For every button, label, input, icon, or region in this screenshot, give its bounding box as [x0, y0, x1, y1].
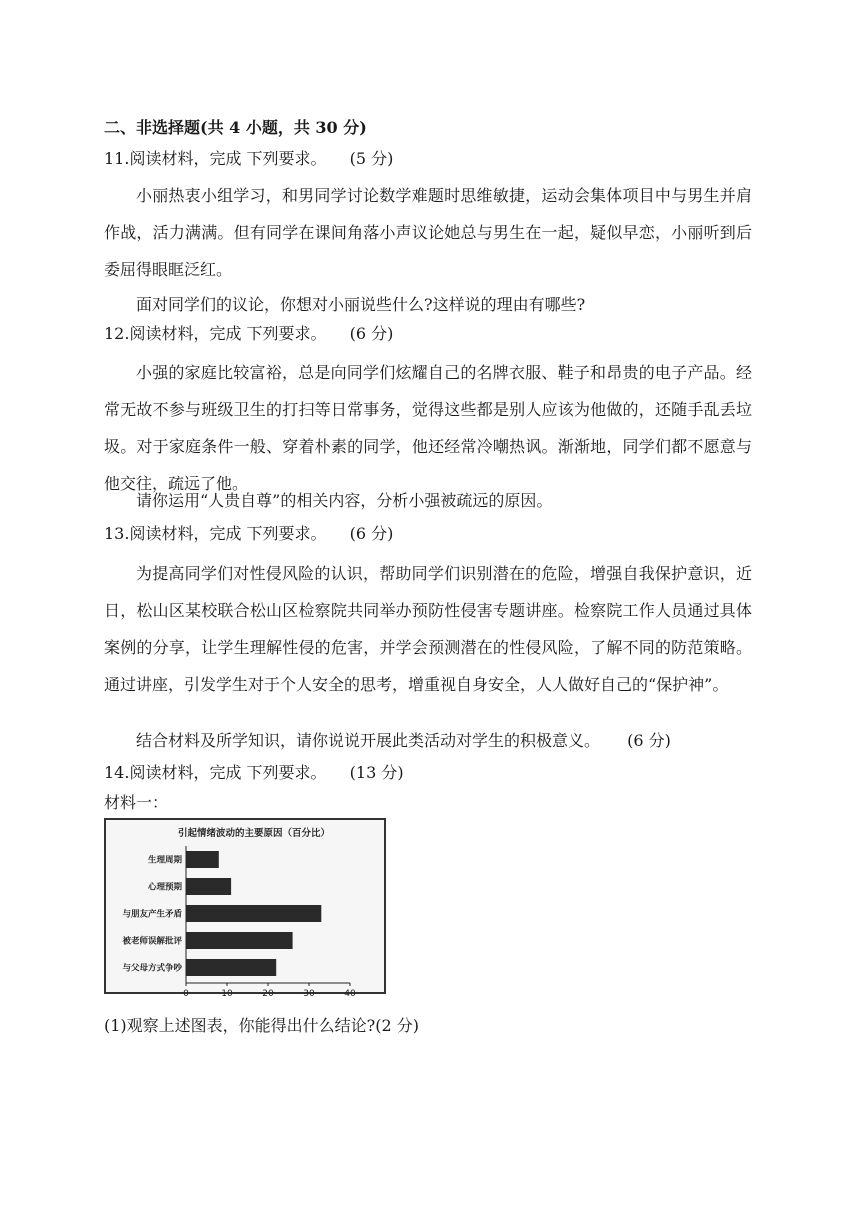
q11-score: (5 分): [349, 149, 394, 168]
q14-header: [104, 762, 404, 784]
q14-sub1: (1)观察上述图表，你能得出什么结论?(2 分): [104, 1016, 419, 1035]
q11-question: 面对同学们的议论，你想对小丽说些什么?这样说的理由有哪些?: [136, 295, 586, 314]
q11-header-text: 11.阅读材料，完成 下列要求。: [104, 149, 327, 168]
q13-question-text: 结合材料及所学知识，请你说说开展此类活动对学生的积极意义。: [136, 731, 601, 750]
x-tick-label: 0: [183, 989, 189, 999]
category-label: 与朋友产生矛盾: [122, 909, 182, 920]
category-label: 与父母方式争吵: [122, 963, 182, 974]
bar: [186, 905, 321, 922]
q13-question-score: (6 分): [627, 731, 671, 750]
q14-header-text: 14.阅读材料，完成 下列要求。: [104, 763, 327, 782]
q12-material: 小强的家庭比较富裕，总是向同学们炫耀自己的名牌衣服、鞋子和昂贵的电子产品。经常无故不参与班级卫生的打扫等日常事务，觉得这些都是别人应该为他做的，还随手乱丢垃圾。对于家庭条件一般、穿着朴素的同学，他还经常冷嘲热讽。渐渐地，同学们都不愿意与他交往，疏远了他。: [104, 363, 752, 493]
bar-chart: [104, 818, 386, 999]
category-label: 生理周期: [147, 855, 182, 866]
x-tick-label: 40: [344, 989, 356, 999]
category-label: 被老师误解批评: [122, 936, 182, 947]
bar: [186, 851, 219, 868]
q12-question: 请你运用“人贵自尊”的相关内容，分析小强被疏远的原因。: [136, 491, 553, 510]
q13-material: 为提高同学们对性侵风险的认识，帮助同学们识别潜在的危险，增强自我保护意识，近日，松山区某校联合松山区检察院共同举办预防性侵害专题讲座。检察院工作人员通过具体案例的分享，让学生理解性侵的危害，并学会预测潜在的性侵风险，了解不同的防范策略。通过讲座，引发学生对于个人安全的思考，增重视自身安全，人人做好自己的“保护神”。: [104, 564, 752, 694]
x-tick-label: 10: [221, 989, 233, 999]
category-label: 心理预期: [147, 882, 182, 893]
q13-header: [104, 523, 393, 545]
q13-header-text: 13.阅读材料，完成 下列要求。: [104, 524, 327, 543]
q12-header: [104, 323, 393, 345]
x-tick-label: 20: [262, 989, 274, 999]
x-tick-label: 30: [303, 989, 315, 999]
bar: [186, 959, 276, 976]
section-title: 二、非选择题(共 4 小题，共 30 分): [104, 118, 367, 137]
bar: [186, 878, 231, 895]
bar-chart-svg: [106, 820, 384, 999]
q12-header-text: 12.阅读材料，完成 下列要求。: [104, 324, 327, 343]
q12-score: (6 分): [349, 324, 394, 343]
q11-material: 小丽热衷小组学习，和男同学讨论数学难题时思维敏捷，运动会集体项目中与男生并肩作战，活力满满。但有同学在课间角落小声议论她总与男生在一起，疑似早恋，小丽听到后委屈得眼眶泛红。: [104, 186, 752, 279]
q11-header: [104, 148, 393, 170]
bar: [186, 932, 293, 949]
q14-material-label: 材料一：: [104, 793, 169, 812]
q13-score: (6 分): [349, 524, 394, 543]
q14-score: (13 分): [349, 763, 404, 782]
chart-title: 引起情绪波动的主要原因（百分比）: [177, 828, 331, 839]
q13-question: [136, 730, 671, 752]
